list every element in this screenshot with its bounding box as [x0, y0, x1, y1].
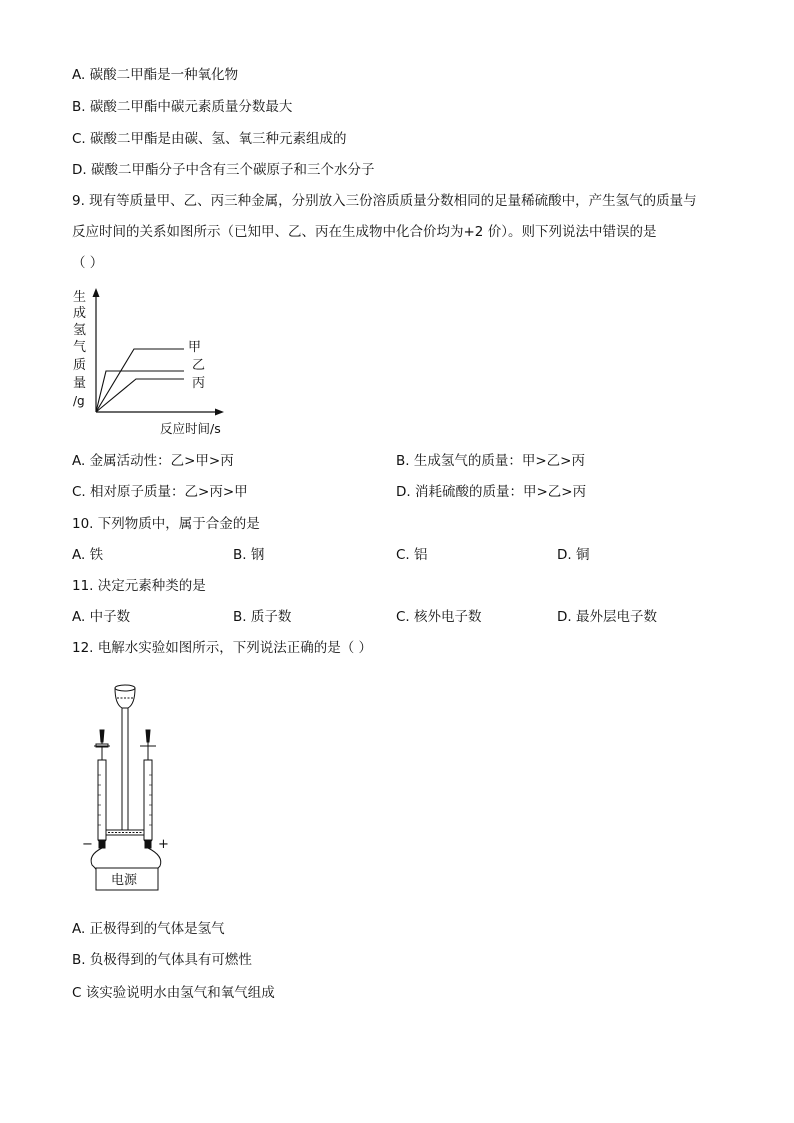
q11-stem: 11. 决定元素种类的是	[72, 578, 206, 594]
curve-label-jia: 甲	[188, 340, 202, 355]
curve-yi	[96, 371, 184, 412]
q12-option-a: A. 正极得到的气体是氢气	[72, 921, 225, 937]
q10-option-a: A. 铁	[72, 547, 104, 563]
left-electrode	[99, 840, 105, 848]
reservoir-top	[115, 685, 135, 691]
q10-option-c: C. 铝	[396, 547, 428, 563]
q12-stem: 12. 电解水实验如图所示，下列说法正确的是（ ）	[72, 640, 373, 656]
right-tube	[144, 760, 152, 843]
curve-jia	[96, 349, 184, 412]
q9-option-a: A. 金属活动性：乙>甲>丙	[72, 453, 234, 469]
ylabel-char-2: 氢	[73, 323, 87, 338]
q9-answer-paren: （ ）	[72, 255, 104, 271]
q10-option-b: B. 钢	[233, 547, 265, 563]
ylabel-char-0: 生	[73, 290, 87, 305]
xlabel: 反应时间/s	[160, 421, 221, 436]
q8-option-b: B. 碳酸二甲酯中碳元素质量分数最大	[72, 99, 293, 115]
q9-stem-line1: 9. 现有等质量甲、乙、丙三种金属，分别放入三份溶质质量分数相同的足量稀硫酸中，产生氢气的质量与	[72, 193, 697, 209]
y-axis-arrow	[93, 288, 100, 297]
q9-hydrogen-graph	[66, 284, 236, 440]
ylabel-char-6: /g	[73, 394, 85, 408]
q11-option-b: B. 质子数	[233, 609, 292, 625]
plus-sign: +	[158, 837, 169, 852]
q9-option-d: D. 消耗硫酸的质量：甲>乙>丙	[396, 484, 587, 500]
q11-option-c: C. 核外电子数	[396, 609, 482, 625]
q11-option-d: D. 最外层电子数	[557, 609, 657, 625]
q12-option-c: C 该实验说明水由氢气和氧气组成	[72, 985, 275, 1001]
q12-option-b: B. 负极得到的气体具有可燃性	[72, 952, 252, 968]
q9-option-c: C. 相对原子质量：乙>丙>甲	[72, 484, 248, 500]
minus-sign: −	[82, 837, 93, 852]
right-electrode	[145, 840, 151, 848]
left-tube	[98, 760, 106, 843]
q9-stem-line2: 反应时间的关系如图所示（已知甲、乙、丙在生成物中化合价均为+2 价）。则下列说法中错误的是	[72, 224, 657, 240]
curve-label-yi: 乙	[192, 358, 206, 373]
q10-option-d: D. 铜	[557, 547, 590, 563]
q8-option-d: D. 碳酸二甲酯分子中含有三个碳原子和三个水分子	[72, 162, 375, 178]
q11-option-a: A. 中子数	[72, 609, 131, 625]
power-supply-label: 电源	[111, 873, 138, 888]
ylabel-char-4: 质	[73, 358, 87, 373]
ylabel-char-1: 成	[73, 306, 87, 321]
ylabel-char-5: 量	[73, 376, 87, 391]
q12-electrolysis-apparatus	[78, 680, 188, 895]
q8-option-c: C. 碳酸二甲酯是由碳、氢、氧三种元素组成的	[72, 131, 347, 147]
ylabel-char-3: 气	[73, 340, 87, 355]
curve-bing	[96, 379, 184, 412]
q8-option-a: A. 碳酸二甲酯是一种氧化物	[72, 67, 239, 83]
curve-label-bing: 丙	[192, 376, 206, 391]
q10-stem: 10. 下列物质中，属于合金的是	[72, 516, 260, 532]
q9-option-b: B. 生成氢气的质量：甲>乙>丙	[396, 453, 585, 469]
x-axis-arrow	[215, 409, 224, 416]
